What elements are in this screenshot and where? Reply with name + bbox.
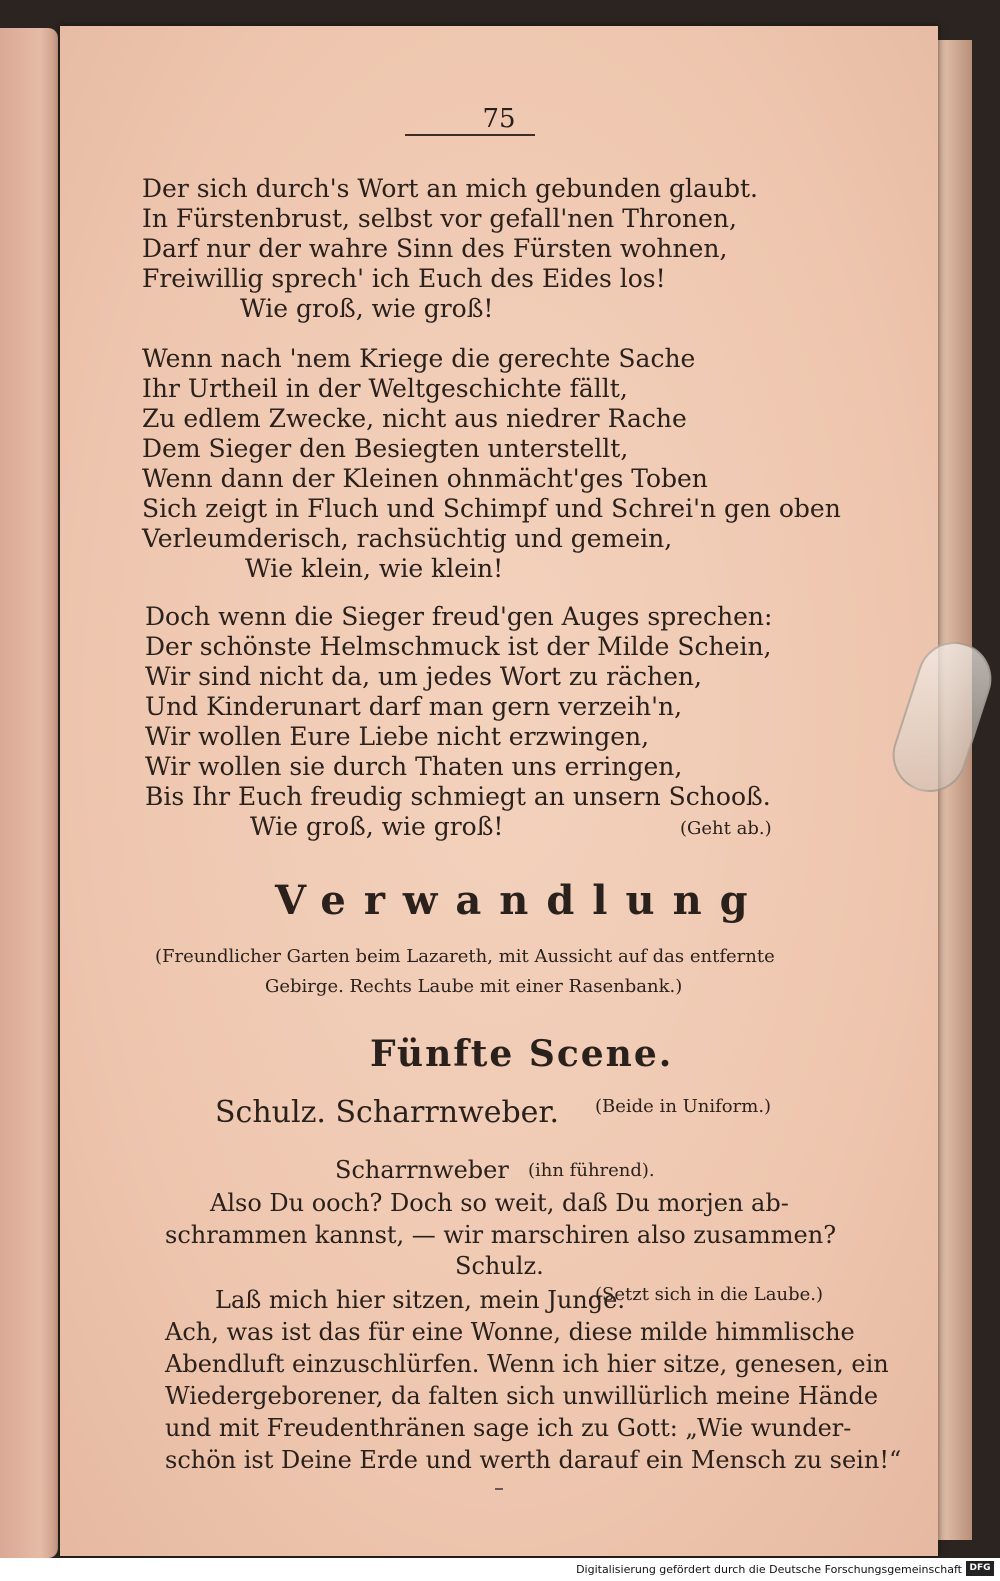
verse-line: Wenn nach 'nem Kriege die gerechte Sache <box>142 344 696 373</box>
verse-line: Wir sind nicht da, um jedes Wort zu rächen, <box>145 662 702 691</box>
verse-line: Verleumderisch, rachsüchtig und gemein, <box>142 524 673 553</box>
stage-direction-exit: (Geht ab.) <box>680 818 772 839</box>
speaker-name: Schulz. <box>455 1252 544 1280</box>
speech-line: Ach, was ist das für eine Wonne, diese milde himmlische <box>165 1318 855 1346</box>
verse-line: Wir wollen sie durch Thaten uns erringen, <box>145 752 683 781</box>
stage-direction-setting: (Freundlicher Garten beim Lazareth, mit Aussicht auf das entfernte <box>155 946 775 967</box>
speech-line: Wiedergeborener, da falten sich unwillürlich meine Hände <box>165 1382 879 1410</box>
character-list: Schulz. Scharrnweber. <box>215 1095 560 1130</box>
speaker-name: Scharrnweber <box>335 1156 509 1184</box>
scene-heading: Fünfte Scene. <box>370 1033 674 1075</box>
verse-refrain: Wie groß, wie groß! <box>250 812 504 841</box>
book-page <box>60 26 938 1556</box>
verse-line: Sich zeigt in Fluch und Schimpf und Schrei'n gen oben <box>142 494 841 523</box>
speech-line: schön ist Deine Erde und werth darauf ein Mensch zu sein!“ <box>165 1446 902 1474</box>
verse-line: Freiwillig sprech' ich Euch des Eides los! <box>142 264 666 293</box>
verse-line: Wir wollen Eure Liebe nicht erzwingen, <box>145 722 650 751</box>
verse-line: Der schönste Helmschmuck ist der Milde Schein, <box>145 632 772 661</box>
verse-line: Und Kinderunart darf man gern verzeih'n, <box>145 692 683 721</box>
page-number-rule <box>405 134 535 136</box>
page-number: 75 <box>482 104 516 134</box>
verse-line: In Fürstenbrust, selbst vor gefall'nen Thronen, <box>142 204 737 233</box>
character-costume-direction: (Beide in Uniform.) <box>595 1096 772 1117</box>
speech-line: schrammen kannst, — wir marschiren also zusammen? <box>165 1221 837 1249</box>
verse-line: Dem Sieger den Besiegten unterstellt, <box>142 434 629 463</box>
verse-refrain: Wie groß, wie groß! <box>240 294 494 323</box>
scene-change-heading: Verwandlung <box>275 877 766 924</box>
previous-page-edge <box>0 28 58 1558</box>
speaker-direction: (Setzt sich in die Laube.) <box>595 1284 823 1305</box>
funding-notice: Digitalisierung gefördert durch die Deutsche Forschungsgemeinschaft <box>576 1563 962 1576</box>
page-end-mark <box>495 1488 503 1490</box>
verse-line: Ihr Urtheil in der Weltgeschichte fällt, <box>142 374 628 403</box>
verse-line: Bis Ihr Euch freudig schmiegt an unsern Schooß. <box>145 782 771 811</box>
speaker-direction: (ihn führend). <box>528 1160 655 1181</box>
stage-direction-setting: Gebirge. Rechts Laube mit einer Rasenbank.) <box>265 976 683 997</box>
speech-line: Abendluft einzuschlürfen. Wenn ich hier sitze, genesen, ein <box>165 1350 889 1378</box>
dfg-logo-icon: DFG <box>966 1561 994 1576</box>
verse-refrain: Wie klein, wie klein! <box>245 554 504 583</box>
speech-line: Laß mich hier sitzen, mein Junge. <box>215 1286 625 1314</box>
verse-line: Doch wenn die Sieger freud'gen Auges sprechen: <box>145 602 773 631</box>
verse-line: Zu edlem Zwecke, nicht aus niedrer Rache <box>142 404 687 433</box>
verse-line: Wenn dann der Kleinen ohnmächt'ges Toben <box>142 464 708 493</box>
verse-line: Der sich durch's Wort an mich gebunden glaubt. <box>142 174 758 203</box>
verse-line: Darf nur der wahre Sinn des Fürsten wohnen, <box>142 234 728 263</box>
speech-line: und mit Freudenthränen sage ich zu Gott: „Wie wunder- <box>165 1414 852 1442</box>
speech-line: Also Du ooch? Doch so weit, daß Du morjen ab- <box>210 1189 789 1217</box>
